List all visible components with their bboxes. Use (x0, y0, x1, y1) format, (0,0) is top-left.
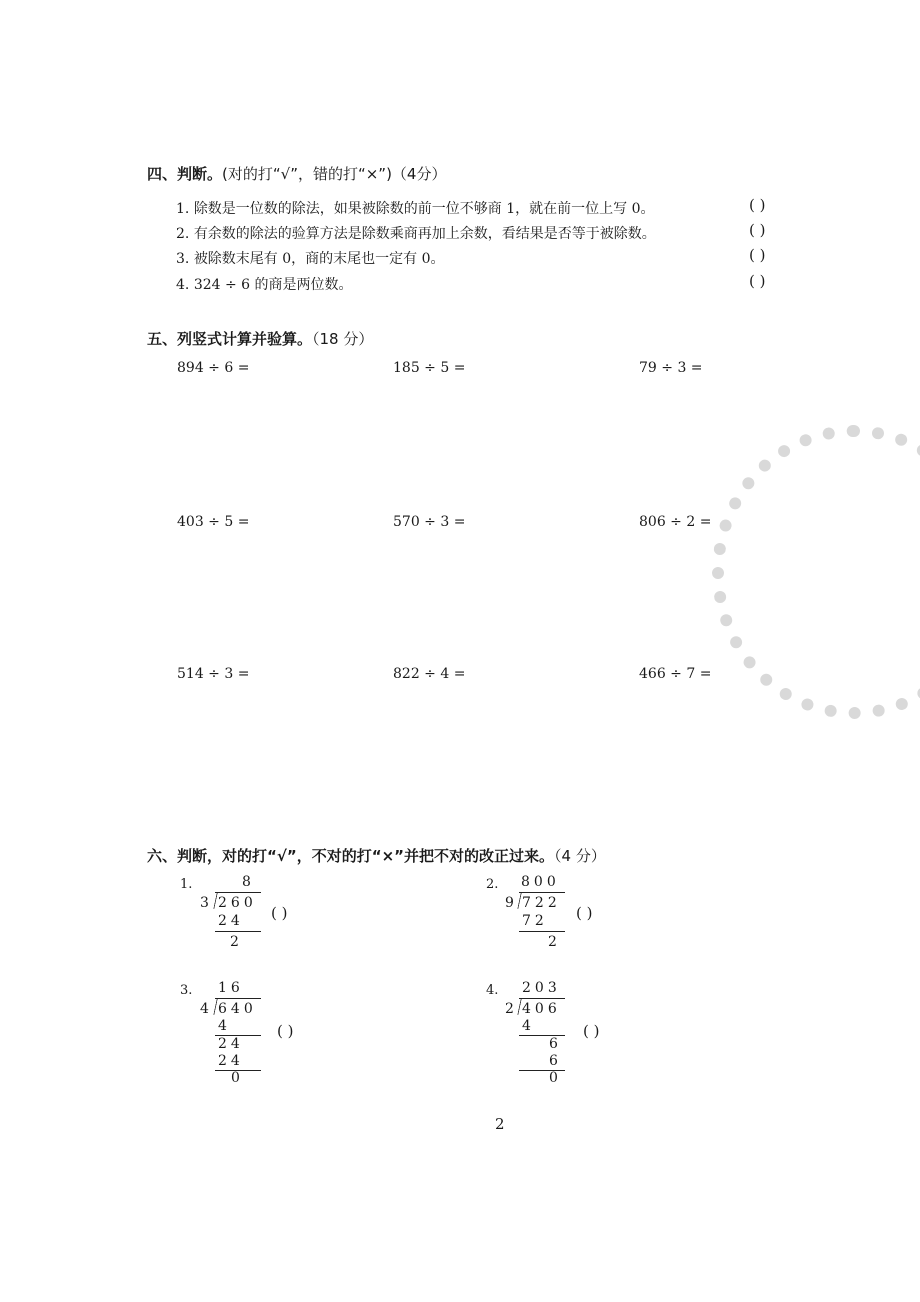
quotient: 16 (218, 980, 244, 996)
remainder: 2 (548, 934, 561, 950)
step-remainder: 6 (549, 1036, 562, 1052)
calc-problem-5: 570 ÷ 3 = (393, 514, 466, 530)
divisor: 3 (200, 895, 209, 911)
calc-problem-8: 822 ÷ 4 = (393, 666, 466, 682)
section-4-heading (147, 163, 446, 184)
section-4-title: 四、判断。 (147, 165, 223, 183)
judge-answer-3[interactable]: ( ) (749, 246, 766, 264)
long-division-1 (200, 874, 270, 954)
remainder: 0 (231, 1070, 244, 1086)
remainder: 2 (230, 934, 243, 950)
calc-problem-1: 894 ÷ 6 = (177, 360, 250, 376)
step-product: 6 (549, 1053, 562, 1069)
remainder: 0 (549, 1070, 562, 1086)
calc-problem-9: 466 ÷ 7 = (639, 666, 712, 682)
judge-answer-4[interactable]: ( ) (749, 272, 766, 290)
division-bar (215, 892, 261, 893)
division-answer-2[interactable]: ( ) (576, 904, 593, 922)
long-division-2 (505, 874, 575, 954)
page-number: 2 (495, 1115, 505, 1133)
judge-item-3: 3. 被除数末尾有 0，商的末尾也一定有 0。 (176, 251, 445, 267)
calc-problem-6: 806 ÷ 2 = (639, 514, 712, 530)
division-answer-4[interactable]: ( ) (583, 1022, 600, 1040)
step-product: 24 (218, 1053, 244, 1069)
division-item-1-number: 1. (180, 877, 193, 892)
step-product: 72 (522, 913, 548, 929)
step-line (215, 931, 261, 932)
judge-item-1: 1. 除数是一位数的除法，如果被除数的前一位不够商 1，就在前一位上写 0。 (176, 201, 655, 217)
section-6-score: （4 分） (554, 847, 606, 865)
calc-problem-7: 514 ÷ 3 = (177, 666, 250, 682)
division-answer-3[interactable]: ( ) (277, 1022, 294, 1040)
step-product: 4 (218, 1018, 231, 1034)
division-item-3-number: 3. (180, 983, 193, 998)
long-division-4 (505, 980, 575, 1090)
step-product: 24 (218, 913, 244, 929)
judge-item-2: 2. 有余数的除法的验算方法是除数乘商再加上余数，看结果是否等于被除数。 (176, 226, 656, 242)
section-5-score: （18 分） (312, 330, 374, 348)
dividend: 260 (218, 895, 257, 911)
faded-stamp (712, 425, 920, 719)
section-5-title: 五、列竖式计算并验算。 (147, 330, 313, 348)
division-answer-1[interactable]: ( ) (271, 904, 288, 922)
divisor: 9 (505, 895, 514, 911)
quotient: 800 (521, 874, 560, 890)
calc-problem-4: 403 ÷ 5 = (177, 514, 250, 530)
section-4-score: (对的打“√”，错的打“×”)（4分） (222, 165, 447, 183)
division-bar (519, 892, 565, 893)
section-6-heading (147, 845, 606, 866)
judge-item-4: 4. 324 ÷ 6 的商是两位数。 (176, 277, 353, 293)
division-bar (215, 998, 261, 999)
step-line (519, 931, 565, 932)
section-6-title: 六、判断，对的打“√”，不对的打“×”并把不对的改正过来。 (147, 847, 555, 865)
section-5-heading (147, 328, 373, 349)
judge-answer-2[interactable]: ( ) (749, 221, 766, 239)
divisor: 4 (200, 1001, 209, 1017)
step-product: 4 (522, 1018, 535, 1034)
calc-problem-2: 185 ÷ 5 = (393, 360, 466, 376)
divisor: 2 (505, 1001, 514, 1017)
dividend: 722 (522, 895, 561, 911)
division-item-4-number: 4. (486, 983, 499, 998)
judge-answer-1[interactable]: ( ) (749, 196, 766, 214)
calc-problem-3: 79 ÷ 3 = (639, 360, 703, 376)
division-bar (519, 998, 565, 999)
quotient: 8 (242, 874, 255, 890)
dividend: 406 (522, 1001, 561, 1017)
step-remainder: 24 (218, 1036, 244, 1052)
quotient: 203 (522, 980, 561, 996)
long-division-3 (200, 980, 270, 1090)
division-item-2-number: 2. (486, 877, 499, 892)
dividend: 640 (218, 1001, 257, 1017)
